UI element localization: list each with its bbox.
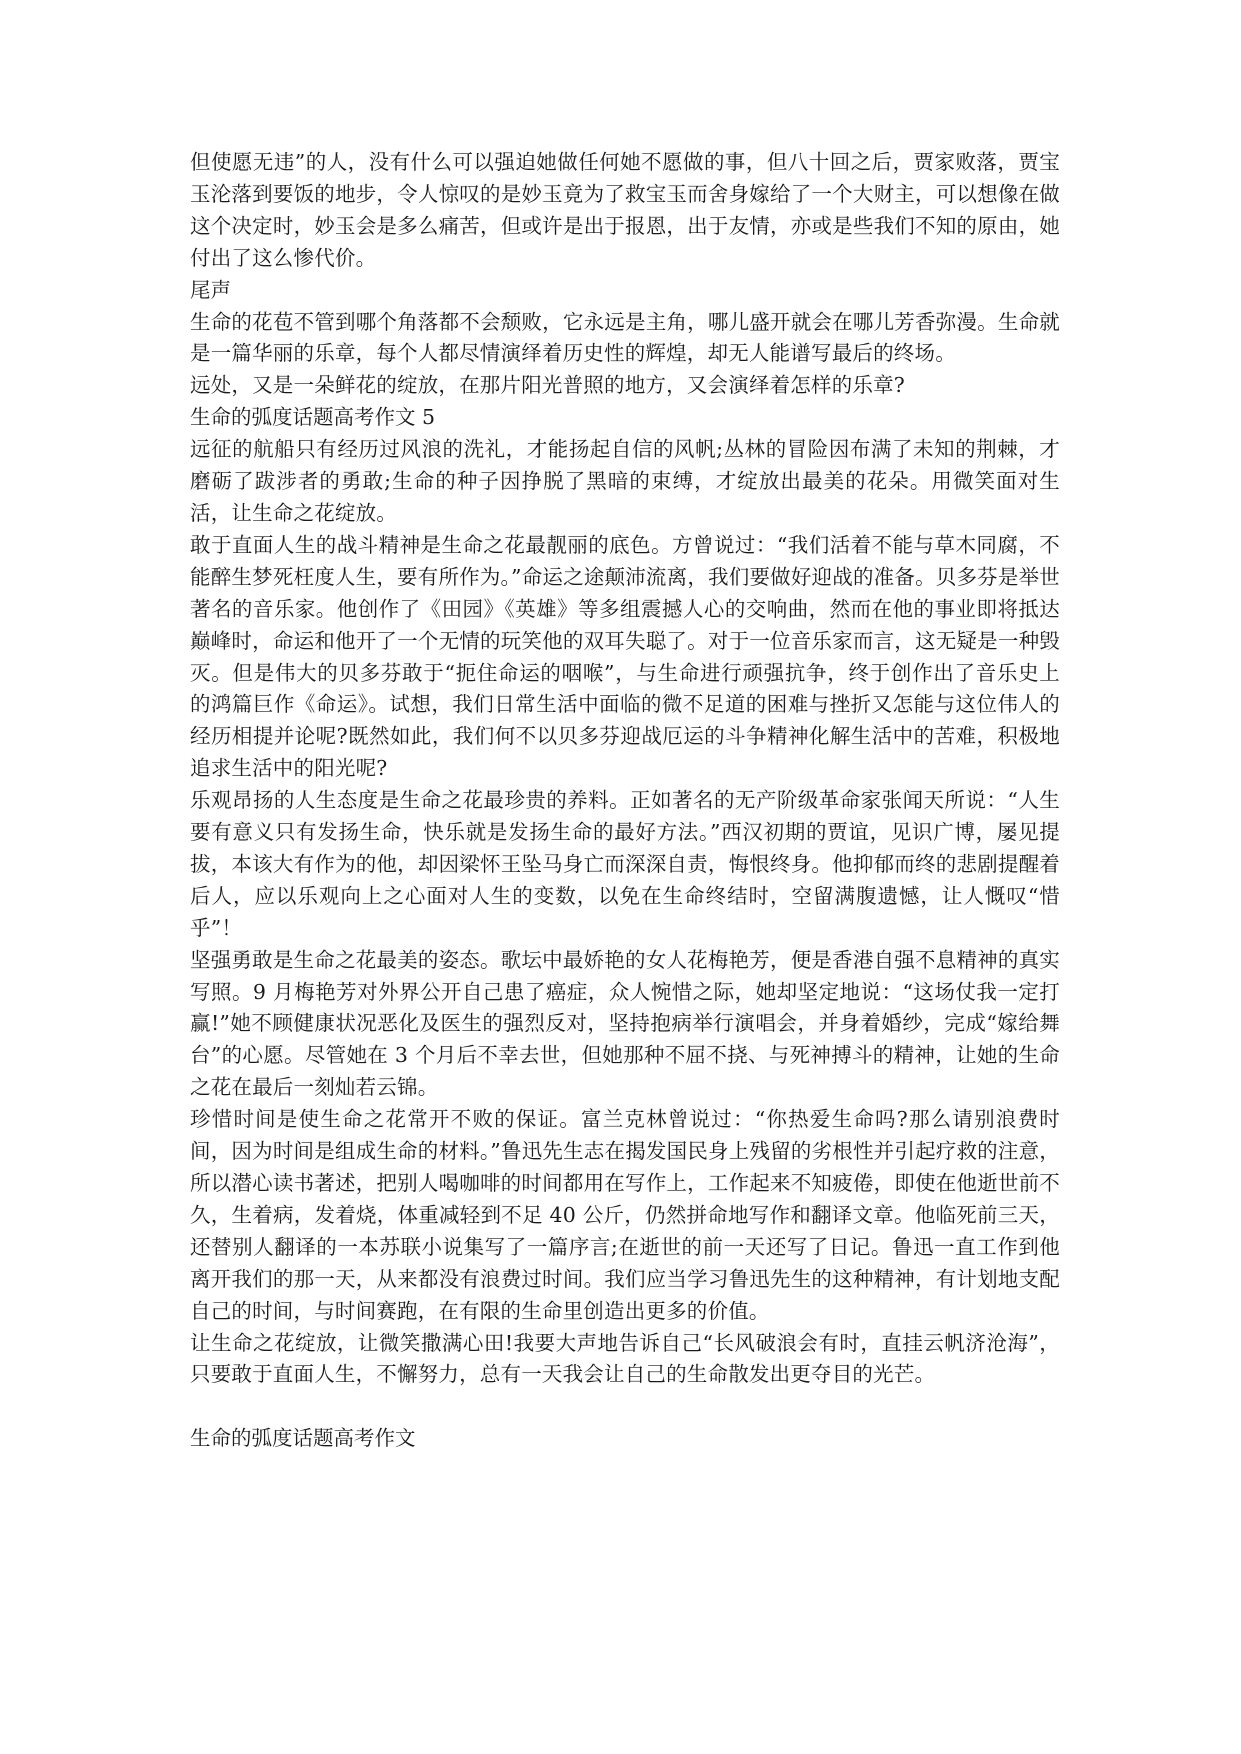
footer-essay-title: 生命的弧度话题高考作文 bbox=[190, 1426, 416, 1451]
document-page bbox=[190, 147, 1060, 1455]
paragraph-optimism: 乐观昂扬的人生态度是生命之花最珍贵的养料。正如著名的无产阶级革命家张闻天所说：“人生要有意义只有发扬生命，快乐就是发扬生命的最好方法。”西汉初期的贾谊，见识广博，屡见提拔，本该大有作为的他，却因梁怀王坠马身亡而深深自责，悔恨终身。他抑郁而终的悲剧提醒着后人，应以乐观向上之心面对人生的变数，以免在生命终结时，空留满腹遗憾，让人慨叹“惜乎”！ bbox=[190, 788, 1060, 940]
paragraph-courage: 坚强勇敢是生命之花最美的姿态。歌坛中最娇艳的女人花梅艳芳，便是香港自强不息精神的真实写照。9 月梅艳芳对外界公开自己患了癌症，众人惋惜之际，她却坚定地说：“这场仗我一定打赢!”她不顾健康状况恶化及医生的强烈反对，坚持抱病举行演唱会，并身着婚纱，完成“嫁给舞台”的心愿。尽管她在 3 个月后不幸去世，但她那种不屈不挠、与死神搏斗的精神，让她的生命之花在最后一刻灿若云锦。 bbox=[190, 947, 1060, 1100]
paragraph-miaoyu-ending: 但使愿无违”的人，没有什么可以强迫她做任何她不愿做的事，但八十回之后，贾家败落，贾宝玉沦落到要饭的地步，令人惊叹的是妙玉竟为了救宝玉而舍身嫁给了一个大财主，可以想像在做这个决定时，妙玉会是多么痛苦，但或许是出于报恩，出于友情，亦或是些我们不知的原由，她付出了这么惨代价。 bbox=[190, 150, 1060, 270]
paragraph-voyage: 远征的航船只有经历过风浪的洗礼，才能扬起自信的风帆;丛林的冒险因布满了未知的荆棘，才磨砺了跋涉者的勇敢;生命的种子因挣脱了黑暗的束缚，才绽放出最美的花朵。用微笑面对生活，让生命之花绽放。 bbox=[190, 437, 1060, 525]
paragraph-life-bud: 生命的花苞不管到哪个角落都不会颓败，它永远是主角，哪儿盛开就会在哪儿芳香弥漫。生命就是一篇华丽的乐章，每个人都尽情演绎着历史性的辉煌，却无人能谱写最后的终场。 bbox=[190, 309, 1060, 366]
paragraph-cherish-time: 珍惜时间是使生命之花常开不败的保证。富兰克林曾说过：“你热爱生命吗?那么请别浪费时间，因为时间是组成生命的材料。”鲁迅先生志在揭发国民身上残留的劣根性并引起疗救的注意，所以潜心读书著述，把别人喝咖啡的时间都用在写作上，工作起来不知疲倦，即使在他逝世前不久，生着病，发着烧，体重减轻到不足 40 公斤，仍然拼命地写作和翻译文章。他临死前三天，还替别人翻译的一本苏联小说集写了一篇序言;在逝世的前一天还写了日记。鲁迅一直工作到他离开我们的那一天，从来都没有浪费过时间。我们应当学习鲁迅先生的这种精神，有计划地支配自己的时间，与时间赛跑，在有限的生命里创造出更多的价值。 bbox=[190, 1107, 1060, 1323]
paragraph-distant-flower: 远处，又是一朵鲜花的绽放，在那片阳光普照的地方，又会演绎着怎样的乐章? bbox=[190, 373, 905, 398]
paragraph-fighting-spirit: 敢于直面人生的战斗精神是生命之花最靓丽的底色。方曾说过：“我们活着不能与草木同腐，不能醉生梦死枉度人生，要有所作为。”命运之途颠沛流离，我们要做好迎战的准备。贝多芬是举世著名的音乐家。他创作了《田园》《英雄》等多组震撼人心的交响曲，然而在他的事业即将抵达巅峰时，命运和他开了一个无情的玩笑他的双耳失聪了。对于一位音乐家而言，这无疑是一种毁灭。但是伟大的贝多芬敢于“扼住命运的咽喉”，与生命进行顽强抗争，终于创作出了音乐史上的鸿篇巨作《命运》。试想，我们日常生活中面临的微不足道的困难与挫折又怎能与这位伟人的经历相提并论呢?既然如此，我们何不以贝多芬迎战厄运的斗争精神化解生活中的苦难，积极地追求生活中的阳光呢? bbox=[190, 532, 1060, 781]
section-heading-epilogue: 尾声 bbox=[190, 277, 231, 302]
spacer bbox=[190, 1391, 1060, 1423]
paragraph-conclusion: 让生命之花绽放，让微笑撒满心田!我要大声地告诉自己“长风破浪会有时，直挂云帆济沧海”，只要敢于直面人生，不懈努力，总有一天我会让自己的生命散发出更夺目的光芒。 bbox=[190, 1330, 1060, 1387]
essay-title-5: 生命的弧度话题高考作文 5 bbox=[190, 405, 436, 430]
